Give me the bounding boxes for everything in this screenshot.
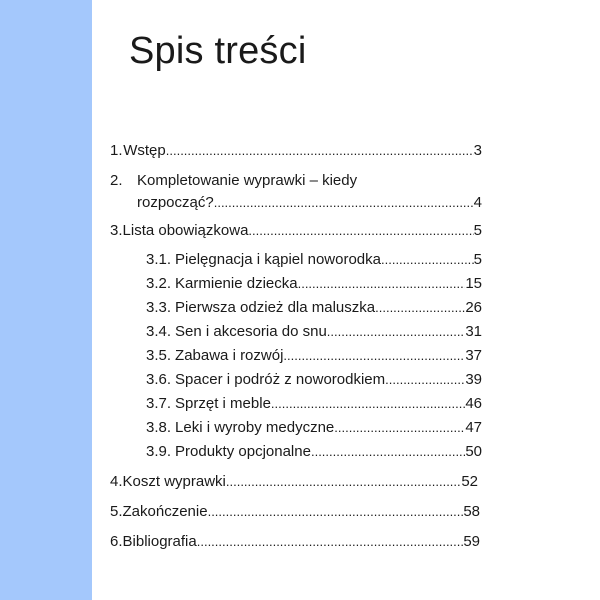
decorative-sidebar bbox=[0, 0, 92, 600]
toc-entry-label: Lista obowiązkowa bbox=[122, 222, 249, 239]
toc-entry-label: Spacer i podróż z noworodkiem bbox=[175, 371, 386, 388]
toc-entry-6[interactable] bbox=[110, 531, 480, 553]
dot-leader bbox=[271, 393, 465, 415]
toc-entry-number: 3.5. bbox=[146, 347, 172, 364]
dot-leader bbox=[311, 441, 465, 463]
toc-entry-5[interactable] bbox=[110, 501, 480, 523]
toc-entry-page: 37 bbox=[465, 347, 482, 364]
toc-entry-page: 31 bbox=[465, 323, 482, 340]
toc-entry-3-9[interactable] bbox=[146, 441, 482, 463]
dot-leader bbox=[197, 531, 464, 553]
toc-entry-page: 3 bbox=[473, 142, 482, 159]
toc-entry-4[interactable] bbox=[110, 471, 478, 493]
toc-entry-3-4[interactable] bbox=[146, 321, 482, 343]
toc-entry-number: 3.8. bbox=[146, 419, 172, 436]
toc-entry-label: Sen i akcesoria do snu bbox=[175, 323, 327, 340]
toc-entry-number: 3.7. bbox=[146, 395, 172, 412]
dot-leader bbox=[298, 273, 466, 295]
dot-leader bbox=[248, 220, 473, 242]
dot-leader bbox=[214, 192, 474, 214]
toc-entry-number: 3.6. bbox=[146, 371, 172, 388]
toc-entry-page: 59 bbox=[463, 533, 480, 550]
dot-leader bbox=[334, 417, 465, 439]
toc-entry-label: Koszt wyprawki bbox=[122, 473, 226, 490]
toc-entry-label-line2: rozpocząć? bbox=[137, 194, 214, 211]
toc-entry-3-2[interactable] bbox=[146, 273, 482, 295]
toc-entry-page: 50 bbox=[465, 443, 482, 460]
toc-entry-number: 3. bbox=[110, 222, 123, 239]
toc-entry-page: 5 bbox=[473, 222, 482, 239]
toc-entry-3-3[interactable] bbox=[146, 297, 482, 319]
toc-entry-label: Zabawa i rozwój bbox=[175, 347, 284, 364]
dot-leader bbox=[283, 345, 465, 367]
toc-entry-page: 47 bbox=[465, 419, 482, 436]
toc-entry-label: Sprzęt i meble bbox=[175, 395, 271, 412]
toc-entry-label: Pielęgnacja i kąpiel noworodka bbox=[175, 251, 381, 268]
toc-entry-label: Wstęp bbox=[123, 142, 166, 159]
dot-leader bbox=[385, 369, 465, 391]
toc-entry-3-6[interactable] bbox=[146, 369, 482, 391]
toc-entry-number: 6. bbox=[110, 533, 123, 550]
toc-entry-label: Zakończenie bbox=[122, 503, 208, 520]
toc-entry-1[interactable] bbox=[110, 140, 482, 162]
dot-leader bbox=[226, 471, 461, 493]
toc-entry-2[interactable] bbox=[110, 170, 482, 214]
toc-entry-label: Bibliografia bbox=[122, 533, 197, 550]
toc-entry-number: 5. bbox=[110, 503, 123, 520]
toc-entry-label: Karmienie dziecka bbox=[175, 275, 298, 292]
toc-entry-page: 52 bbox=[461, 473, 478, 490]
toc-entry-label: Pierwsza odzież dla maluszka bbox=[175, 299, 376, 316]
toc-entry-number: 3.3. bbox=[146, 299, 172, 316]
toc-entry-number: 3.4. bbox=[146, 323, 172, 340]
toc-entry-number: 2. bbox=[110, 172, 123, 189]
toc-entry-3-8[interactable] bbox=[146, 417, 482, 439]
toc-entry-number: 3.2. bbox=[146, 275, 172, 292]
toc-entry-label: Produkty opcjonalne bbox=[175, 443, 311, 460]
toc-entry-page: 26 bbox=[465, 299, 482, 316]
toc-entry-number: 3.1. bbox=[146, 251, 172, 268]
toc-entry-3-7[interactable] bbox=[146, 393, 482, 415]
dot-leader bbox=[327, 321, 466, 343]
toc-entry-page: 58 bbox=[463, 503, 480, 520]
toc-entry-label-line1: Kompletowanie wyprawki – kiedy bbox=[137, 172, 358, 189]
toc-entry-3[interactable] bbox=[110, 220, 482, 242]
toc-entry-label: Leki i wyroby medyczne bbox=[175, 419, 335, 436]
toc-entry-3-5[interactable] bbox=[146, 345, 482, 367]
dot-leader bbox=[208, 501, 464, 523]
toc-entry-page: 39 bbox=[465, 371, 482, 388]
dot-leader bbox=[375, 297, 465, 319]
toc-entry-3-1[interactable] bbox=[146, 249, 482, 271]
toc-entry-page: 5 bbox=[473, 251, 482, 268]
dot-leader bbox=[166, 140, 474, 162]
toc-entry-page: 4 bbox=[473, 194, 482, 211]
toc-entry-page: 15 bbox=[465, 275, 482, 292]
dot-leader bbox=[381, 249, 474, 271]
toc-entry-number: 1. bbox=[110, 142, 123, 159]
toc-entry-number: 4. bbox=[110, 473, 123, 490]
toc-entry-number: 3.9. bbox=[146, 443, 172, 460]
page-title: Spis treści bbox=[129, 30, 307, 72]
toc-entry-page: 46 bbox=[465, 395, 482, 412]
